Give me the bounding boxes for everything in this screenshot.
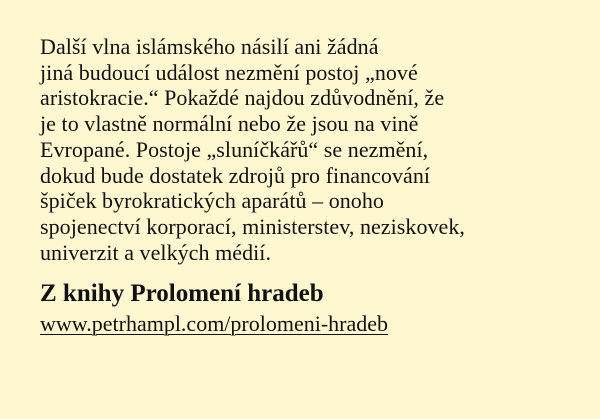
- quote-text: [40, 34, 570, 265]
- quote-line: spojenectví korporací, ministerstev, neziskovek,: [40, 213, 465, 239]
- quote-line: univerzit a velkých médií.: [40, 239, 271, 265]
- quote-line: jiná budoucí událost nezmění postoj „nové: [40, 59, 418, 85]
- book-title: Z knihy Prolomení hradeb: [40, 280, 324, 308]
- book-link[interactable]: www.petrhampl.com/prolomeni-hradeb: [40, 311, 389, 337]
- quote-line: špiček byrokratických aparátů – onoho: [40, 188, 384, 214]
- quote-line: Evropané. Postoje „sluníčkářů“ se nezmění,: [40, 136, 429, 162]
- quote-line: je to vlastně normální nebo že jsou na vině: [40, 111, 419, 137]
- quote-line: dokud bude dostatek zdrojů pro financování: [40, 162, 431, 188]
- quote-line: aristokracie.“ Pokaždé najdou zdůvodnění, že: [40, 85, 445, 111]
- quote-line: Další vlna islámského násilí ani žádná: [40, 34, 379, 59]
